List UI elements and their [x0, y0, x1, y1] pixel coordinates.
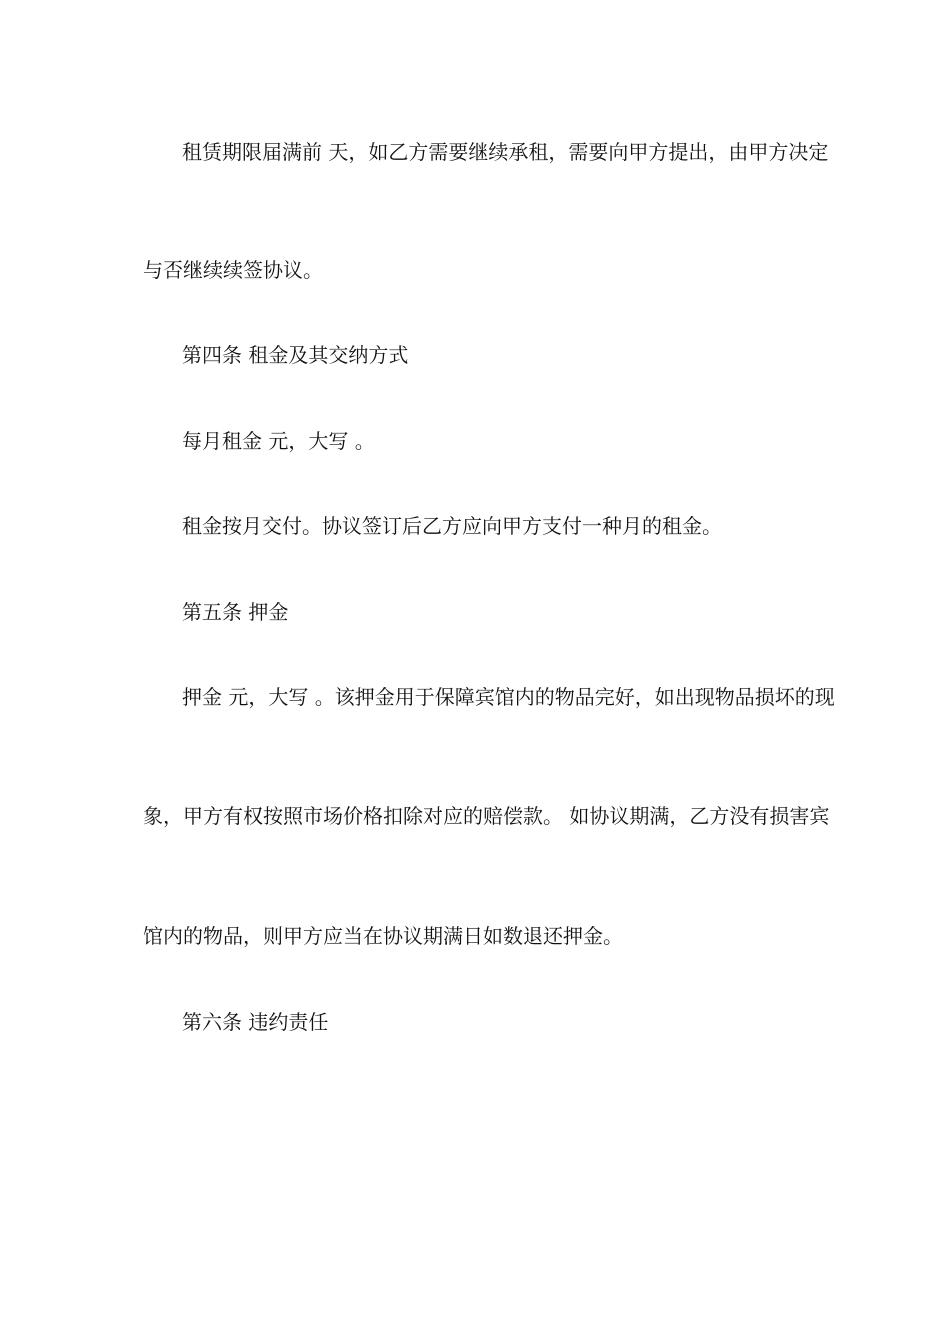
- paragraph-line: 租金按月交付。协议签订后乙方应向甲方支付一种月的租金。: [182, 514, 722, 538]
- paragraph-line: 押金 元，大写 。该押金用于保障宾馆内的物品完好，如出现物品损坏的现: [182, 685, 835, 709]
- paragraph-line: 象，甲方有权按照市场价格扣除对应的赔偿款。 如协议期满，乙方没有损害宾: [143, 804, 830, 828]
- section-heading: 第五条 押金: [182, 600, 289, 624]
- section-heading: 第六条 违约责任: [182, 1010, 329, 1034]
- paragraph-line: 每月租金 元，大写 。: [182, 429, 375, 453]
- paragraph-line: 馆内的物品，则甲方应当在协议期满日如数退还押金。: [143, 924, 623, 948]
- paragraph-line: 与否继续续签协议。: [143, 258, 323, 282]
- section-heading: 第四条 租金及其交纳方式: [182, 343, 409, 367]
- paragraph-line: 租赁期限届满前 天，如乙方需要继续承租，需要向甲方提出，由甲方决定: [182, 140, 829, 164]
